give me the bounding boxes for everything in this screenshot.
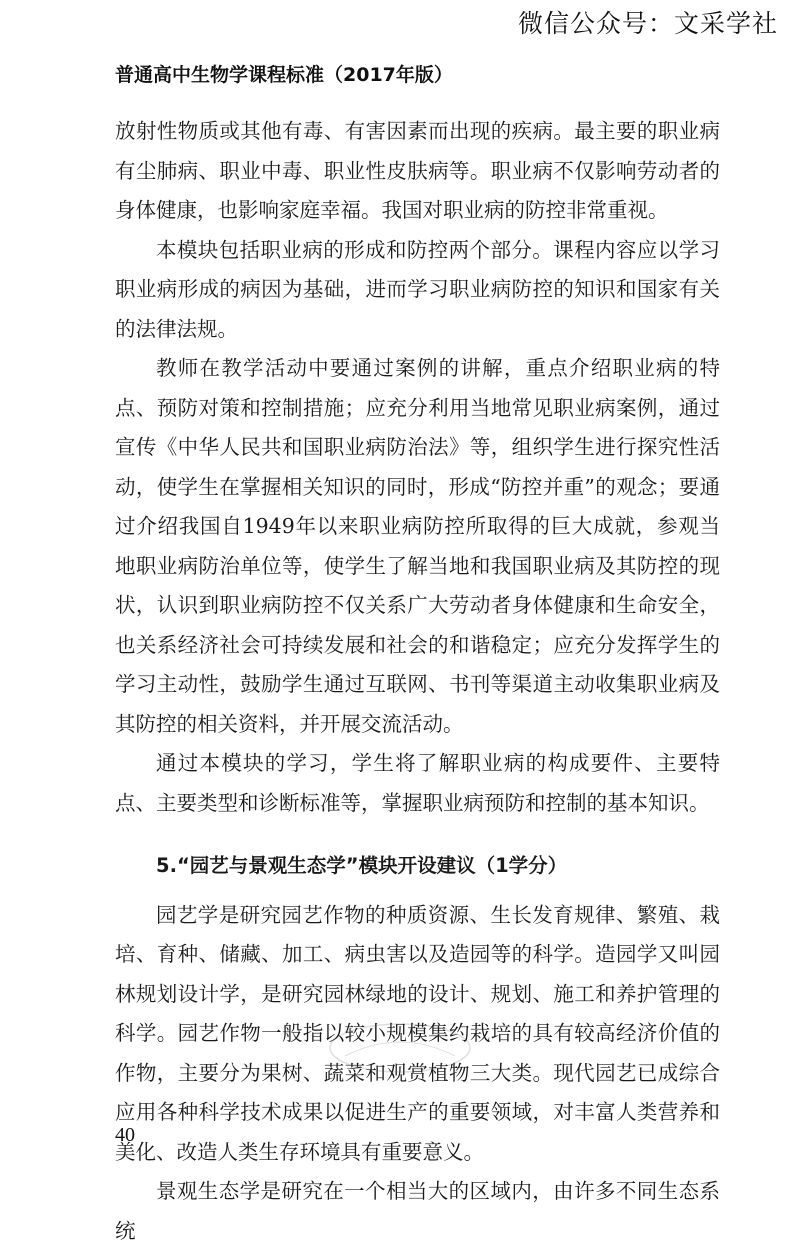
paragraph-continuation: 放射性物质或其他有毒、有害因素而出现的疾病。最主要的职业病有尘肺病、职业中毒、职业性皮肤病等。职业病不仅影响劳动者的身体健康，也影响家庭幸福。我国对职业病的防控非常重视。 (115, 119, 720, 222)
paragraph-module-scope: 本模块包括职业病的形成和防控两个部分。课程内容应以学习职业病形成的病因为基础，进而学习职业病防控的知识和国家有关的法律法规。 (115, 237, 720, 341)
paragraph-landscape-ecology: 景观生态学是研究在一个相当大的区域内，由许多不同生态系统 (115, 1179, 720, 1243)
page-number: 40 (115, 1124, 135, 1146)
watermark-header: 微信公众号：文采学社 (517, 9, 778, 38)
running-head: 普通高中生物学课程标准（2017年版） (115, 64, 453, 86)
paragraph-teaching-guidance: 教师在教学活动中要通过案例的讲解，重点介绍职业病的特点、预防对策和控制措施；应充分利用当地常见职业病案例，通过宣传《中华人民共和国职业病防治法》等，组织学生进行探究性活动，使学生在掌握相关知识的同时，形成“防控并重”的观念；要通过介绍我国自1949年以来职业病防控所取得的巨大成就，参观当地职业病防治单位等，使学生了解当地和我国职业病及其防控的现状，认识到职业病防控不仅关系广大劳动者身体健康和生命安全，也关系经济社会可持续发展和社会的和谐稳定；应充分发挥学生的学习主动性，鼓励学生通过互联网、书刊等渠道主动收集职业病及其防控的相关资料，并开展交流活动。 (115, 356, 720, 736)
body-text (115, 112, 720, 1251)
section-heading: 5.“园艺与景观生态学”模块开设建议（1学分） (156, 854, 568, 877)
paragraph-learning-outcome: 通过本模块的学习，学生将了解职业病的构成要件、主要特点、主要类型和诊断标准等，掌握职业病预防和控制的基本知识。 (115, 751, 720, 815)
paragraph-horticulture: 园艺学是研究园艺作物的种质资源、生长发育规律、繁殖、栽培、育种、储藏、加工、病虫害以及造园等的科学。造园学又叫园林规划设计学，是研究园林绿地的设计、规划、施工和养护管理的科学。园艺作物一般指以较小规模集约栽培的具有较高经济价值的作物，主要分为果树、蔬菜和观赏植物三大类。现代园艺已成综合应用各种科学技术成果以促进生产的重要领域，对丰富人类营养和美化、改造人类生存环境具有重要意义。 (115, 902, 720, 1164)
